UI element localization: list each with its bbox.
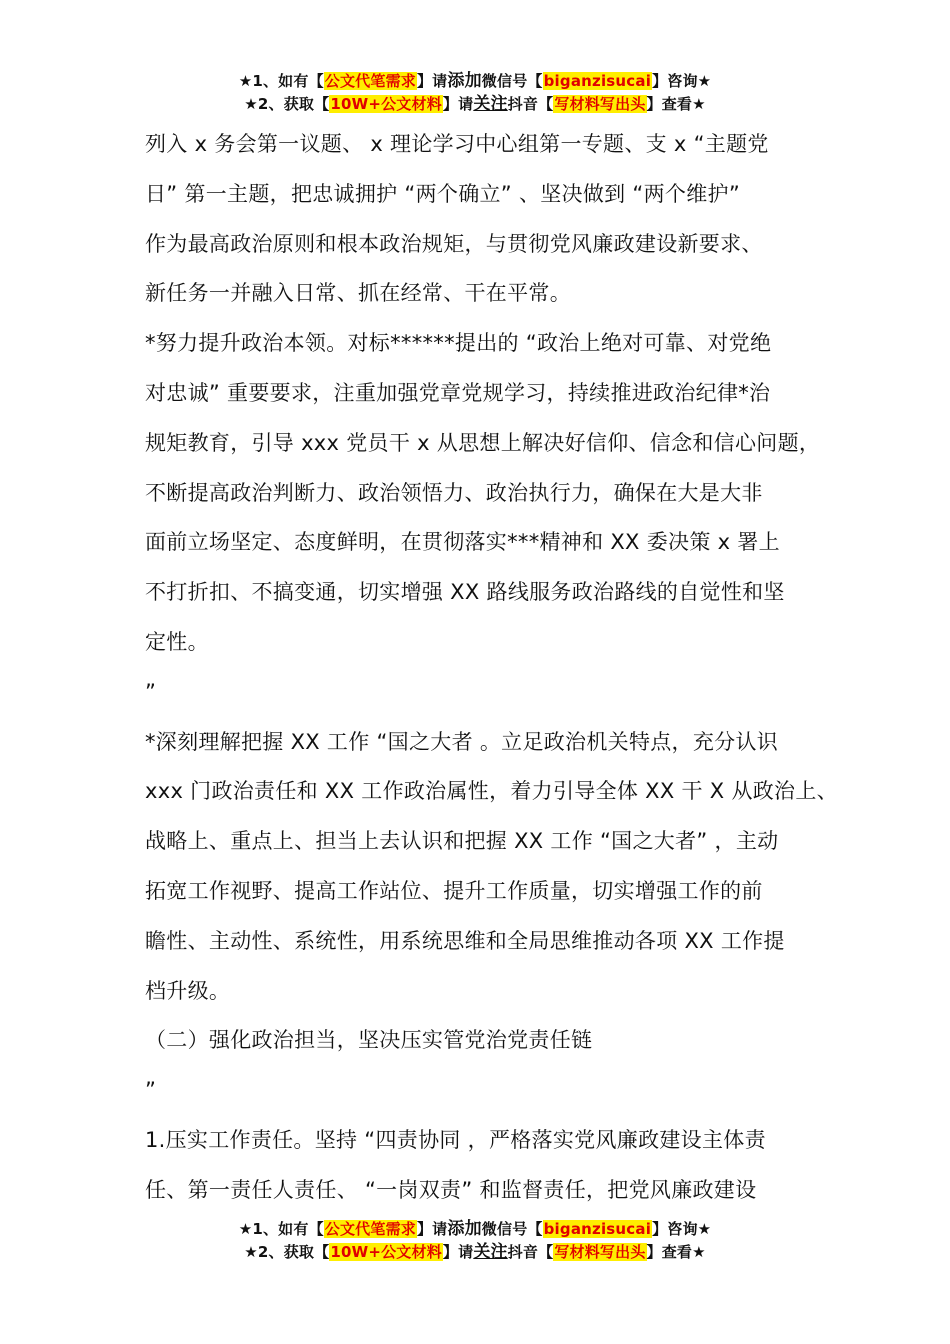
banner-highlight: 写材料写出头 <box>554 1243 646 1261</box>
banner-text: 】查看★ <box>646 95 706 113</box>
section-heading: （二）强化政治担当，坚决压实管党治党责任链 <box>145 1028 593 1053</box>
banner-emphasis: 关注 <box>473 94 508 114</box>
body-line: 新任务一并融入日常、抓在经常、干在平常。 <box>145 281 571 306</box>
banner-text: 】请 <box>442 1243 474 1261</box>
banner-highlight: 公文代笔需求 <box>324 1220 416 1238</box>
body-line: 不断提高政治判断力、政治领悟力、政治执行力，确保在大是大非 <box>145 480 763 505</box>
body-line: 瞻性、主动性、系统性，用系统思维和全局思维推动各项 XX 工作提 <box>145 928 785 953</box>
body-line: 规矩教育，引导 xxx 党员干 x 从思想上解决好信仰、信念和信心问题， <box>145 430 821 455</box>
banner-line-2 <box>0 93 950 116</box>
banner-line-2 <box>0 1241 950 1264</box>
body-line: *努力提升政治本领。对标******提出的 “政治上绝对可靠、对党绝 <box>145 331 772 356</box>
body-line: ” <box>145 679 157 704</box>
banner-text: 抖音【 <box>507 95 554 113</box>
banner-text: ★1、如有【 <box>238 72 324 90</box>
banner-text: 】咨询★ <box>652 1220 712 1238</box>
banner-emphasis: 关注 <box>473 1242 508 1262</box>
banner-text: 】请 <box>442 95 474 113</box>
banner-highlight: biganzisucai <box>543 1220 652 1238</box>
body-line: *深刻理解把握 XX 工作 “国之大者 。立足政治机关特点，充分认识 <box>145 729 779 754</box>
banner-line-1 <box>0 1218 950 1241</box>
banner-text: ★2、获取【 <box>244 1243 330 1261</box>
body-line: 日” 第一主题，把忠诚拥护 “两个确立” 、坚决做到 “两个维护” <box>145 181 740 206</box>
body-line: 档升级。 <box>145 978 231 1003</box>
body-line: xxx 门政治责任和 XX 工作政治属性，着力引导全体 XX 干 X 从政治上、 <box>145 779 838 804</box>
banner-text: 微信号【 <box>481 72 543 90</box>
banner-highlight: 写材料写出头 <box>554 95 646 113</box>
body-line: 定性。 <box>145 629 209 654</box>
banner-highlight: 10W+公文材料 <box>330 95 442 113</box>
header-banner <box>0 70 950 116</box>
banner-text: 微信号【 <box>481 1220 543 1238</box>
banner-emphasis: 添加 <box>447 1219 482 1239</box>
banner-text: 】查看★ <box>646 1243 706 1261</box>
banner-highlight: biganzisucai <box>543 72 652 90</box>
banner-highlight: 公文代笔需求 <box>324 72 416 90</box>
footer-banner <box>0 1218 950 1264</box>
banner-emphasis: 添加 <box>447 71 482 91</box>
body-line: 面前立场坚定、态度鲜明，在贯彻落实***精神和 XX 委决策 x 署上 <box>145 530 780 555</box>
banner-text: ★2、获取【 <box>244 95 330 113</box>
banner-highlight: 10W+公文材料 <box>330 1243 442 1261</box>
body-line: 战略上、重点上、担当上去认识和把握 XX 工作 “国之大者” ，主动 <box>145 829 779 854</box>
banner-line-1 <box>0 70 950 93</box>
body-line: 任、第一责任人责任、 “一岗双责” 和监督责任，把党风廉政建设 <box>145 1177 757 1202</box>
body-line: 列入 x 务会第一议题、 x 理论学习中心组第一专题、支 x “主题党 <box>145 132 769 156</box>
body-line: 1.压实工作责任。坚持 “四责协同 ，严格落实党风廉政建设主体责 <box>145 1127 766 1152</box>
body-line: ” <box>145 1078 157 1103</box>
body-line: 拓宽工作视野、提高工作站位、提升工作质量，切实增强工作的前 <box>145 878 763 903</box>
banner-text: 】咨询★ <box>652 72 712 90</box>
body-line: 不打折扣、不搞变通，切实增强 XX 路线服务政治路线的自觉性和坚 <box>145 580 785 605</box>
body-line: 对忠诚” 重要要求，注重加强党章党规学习，持续推进政治纪律*治 <box>145 380 771 405</box>
body-line: 作为最高政治原则和根本政治规矩，与贯彻党风廉政建设新要求、 <box>145 231 763 256</box>
banner-text: ★1、如有【 <box>238 1220 324 1238</box>
document-body <box>145 120 838 1216</box>
banner-text: 】请 <box>416 72 448 90</box>
banner-text: 】请 <box>416 1220 448 1238</box>
banner-text: 抖音【 <box>507 1243 554 1261</box>
